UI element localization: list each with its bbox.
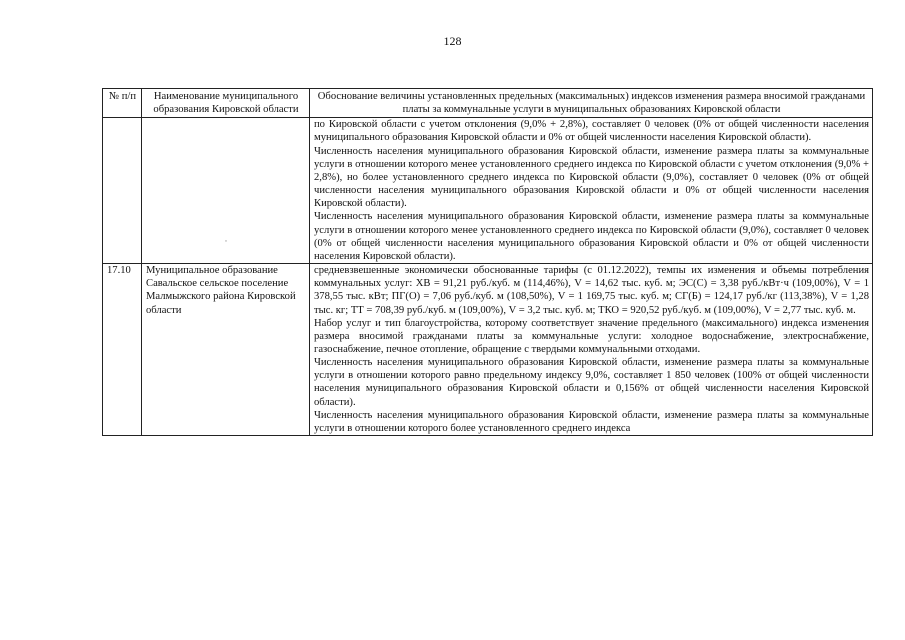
paragraph: Численность населения муниципального образования Кировской области, изменение размера платы за коммунальные услуги в отношении которого менее установленного среднего индекса по Кировской области (9,0%), составляет 0 человек (0% от общей численности населения муниципального образования Кировской области и 0% от общей численности населения Кировской области).: [314, 211, 869, 262]
paragraph: Численность населения муниципального образования Кировской области, изменение размера платы за коммунальные услуги в отношении которого равно предельному индексу 9,0%, составляет 1 850 человек (100% от общей численности населения муниципального образования Кировской области и 0,156% от общей численности населения Кировской области).: [314, 357, 869, 408]
table-row-continued: [103, 118, 873, 264]
table-header-row: [103, 89, 873, 118]
cell-name-empty: [142, 118, 310, 264]
paragraph: средневзвешенные экономически обоснованные тарифы (с 01.12.2022), темпы их изменения и объемы потребления коммунальных услуг: ХВ = 91,21 руб./куб. м (114,46%), V = 14,62 тыс. куб. м; ЭС(С) = 3,38 руб./кВт·ч (109,00%), V = 1 378,55 тыс. кВт; ПГ(О) = 7,06 руб./куб. м (108,50%), V = 1 169,75 тыс. куб. м; СГ(Б) = 124,17 руб./кг (113,38%), V = 1,28 тыс. кг; ТТ = 708,39 руб./куб. м (109,00%), V = 3,2 тыс. куб. м; ТКО = 920,52 руб./куб. м (109,00%), V = 2,77 тыс. куб. м.: [314, 265, 869, 316]
header-justification: Обоснование величины установленных предельных (максимальных) индексов изменения размера вносимой гражданами платы за коммунальные услуги в муниципальных образованиях Кировской области: [310, 89, 873, 118]
paragraph: Численность населения муниципального образования Кировской области, изменение размера платы за коммунальные услуги в отношении которого менее установленного среднего индекса по Кировской области с учетом отклонения (9,0% + 2,8%), но более установленного среднего индекса по Кировской области (9,0%), составляет 0 человек (0% от общей численности населения муниципального образования Кировской области и 0% от общей численности населения Кировской области).: [314, 145, 869, 210]
cell-municipality-name: Муниципальное образование Савальское сельское поселение Малмыжского района Кировской области: [142, 264, 310, 436]
document-table: [102, 88, 873, 436]
cell-justification: [310, 264, 873, 436]
table-row-17-10: [103, 264, 873, 436]
paragraph: Набор услуг и тип благоустройства, которому соответствует значение предельного (максимального) индекса изменения размера вносимой гражданами платы за коммунальные услуги: холодное водоснабжение, электроснабжение, газоснабжение, печное отопление, обращение с твердыми коммунальными отходами.: [314, 317, 869, 355]
header-municipality-name: Наименование муниципального образования Кировской области: [142, 89, 310, 118]
cell-row-number: 17.10: [103, 264, 142, 436]
header-number: № п/п: [103, 89, 142, 118]
paragraph: Численность населения муниципального образования Кировской области, изменение размера платы за коммунальные услуги в отношении которого более установленного среднего индекса: [314, 409, 869, 434]
page-number: 128: [443, 34, 462, 48]
stray-mark: ·: [224, 236, 228, 247]
cell-justification-continued: [310, 118, 873, 264]
paragraph: по Кировской области с учетом отклонения (9,0% + 2,8%), составляет 0 человек (0% от общей численности населения муниципального образования Кировской области и 0% от общей численности населения Кировской области).: [314, 119, 869, 144]
cell-number-empty: [103, 118, 142, 264]
